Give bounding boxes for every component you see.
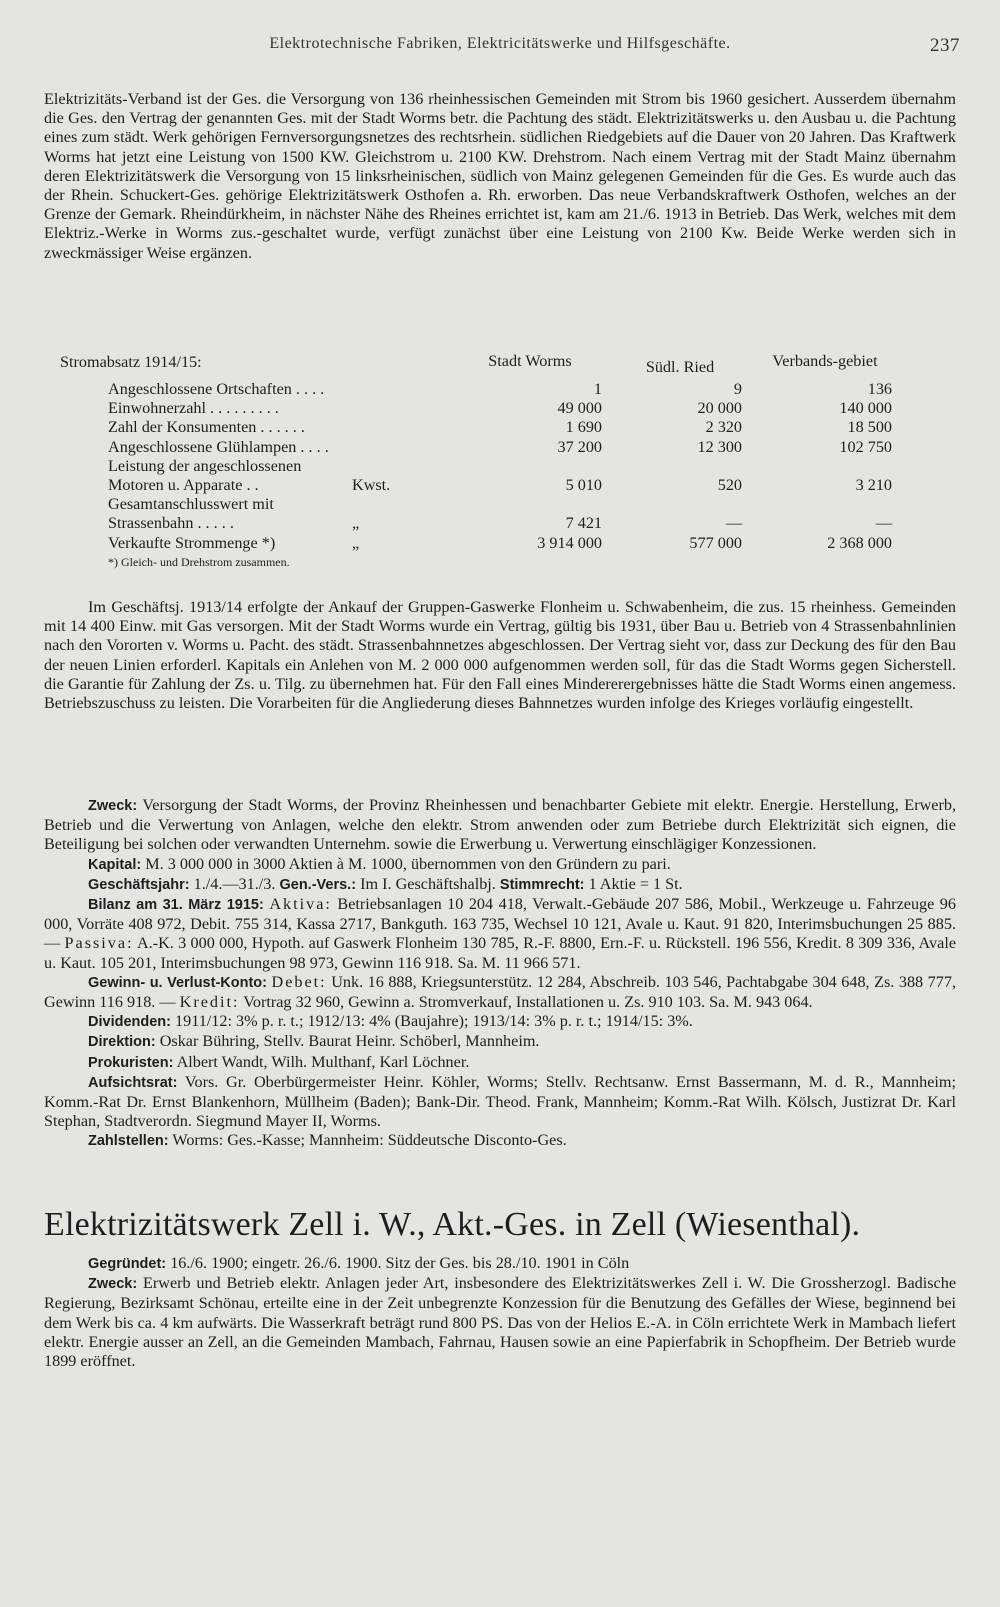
stats-row-label: Strassenbahn . . . . . — [108, 514, 234, 533]
passiva-text: A.-K. 3 000 000, Hypoth. auf Gaswerk Flonheim 130 785, R.-F. 8800, Ern.-F. u. Rückstell. 196 556, Kredit. 8 309 336, Avale u. Kaut. 105 201, Interimsbuchungen 98 973, Gewinn 116 918. Sa. M. 11 966 571. — [44, 934, 957, 972]
stats-row-unit: „ — [352, 514, 360, 533]
intro-paragraph — [44, 90, 956, 263]
running-title: Elektrotechnische Fabriken, Elektricitätswerke und Hilfsgeschäfte. — [269, 35, 731, 52]
stats-row — [60, 476, 900, 495]
stats-cell: 37 200 — [557, 437, 602, 456]
gv-label: Gen.-Vers.: — [279, 876, 357, 893]
stats-row-unit: „ — [352, 533, 360, 552]
stats-row — [60, 534, 900, 553]
page-header — [40, 35, 960, 56]
stats-cell: 102 750 — [839, 437, 892, 456]
aktiva-text: Betriebsanlagen 10 204 418, Verwalt.-Gebäude 207 586, Mobil., Werkzeuge u. Fahrzeuge 96 000, Vorräte 408 972, Debit. 755 314, Kassa 2717, Bankguth. 163 735, Wechsel 10 121, Avale u. Kaut. 91 820, Interimsbuchungen 25 885. — — [44, 895, 956, 953]
company1-details — [44, 796, 956, 1152]
gas-text: Im Geschäftsj. 1913/14 erfolgte der Ankauf der Gruppen-Gaswerke Flonheim u. Schwabenheim, die zus. 15 rheinhess. Gemeinden mit 14 400 Einw. mit Gas versorgen. Mit der Stadt Worms wurde ein Vertrag, gültig bis 1931, über Bau u. Betrieb von 4 Strassenbahnlinien nach den Vororten v. Worms u. Pacht. des städt. Strassenbahnnetzes abgeschlossen. Der Vertrag sieht vor, dass zur Deckung des für den Bau der neuen Linien erforderl. Kapitals ein Anlehen von M. 2 000 000 aufgenommen werden soll, für das die Stadt Worms gegen Sicherstell. die Garantie für Zahlung der Zs. u. Tilg. zu übernehmen hat. Für den Fall eines Mindererergebnisses hätte die Stadt Worms einen angemess. Betriebszuschuss zu leisten. Die Vorarbeiten für die Angliederung dieses Bahnnetzes wurden infolge des Krieges vorläufig eingestellt. — [44, 598, 956, 713]
kapital-text: M. 3 000 000 in 3000 Aktien à M. 1000, übernommen von den Gründern zu pari. — [145, 854, 671, 873]
zweck-text: Versorgung der Stadt Worms, der Provinz Rheinhessen und benachbarter Gebiete mit elektr. Energie. Herstellung, Erwerb, Betrieb und die Verwertung von Anlagen, welche den elektr. Strom anwenden oder zum Betriebe durch Elektrizität sich eignen, die Beteiligung bei solchen oder verwandten Unternehm. sowie die Erwerbung u. Verwertung einschlägiger Konzessionen. — [44, 796, 956, 854]
stats-row-unit — [340, 457, 450, 476]
aktiva-label: Aktiva: — [269, 895, 332, 914]
stats-footnote: *) Gleich- und Drehstrom zusammen. — [108, 554, 290, 569]
direktion-paragraph — [44, 1032, 956, 1052]
gv-text: Im I. Geschäftshalbj. — [360, 874, 496, 893]
stats-cell: 12 300 — [697, 437, 742, 456]
guv-label: Gewinn- u. Verlust-Konto: — [88, 974, 267, 991]
dir-text: Oskar Bühring, Stellv. Baurat Heinr. Schöberl, Mannheim. — [159, 1032, 540, 1051]
stats-row — [60, 399, 900, 418]
dividenden-paragraph — [44, 1012, 956, 1032]
stats-cell: 1 — [593, 380, 602, 398]
stats-cell: 2 320 — [705, 418, 742, 437]
stats-header-row — [60, 353, 900, 376]
stats-row-label: Angeschlossene Ortschaften . . . . — [108, 380, 325, 398]
stats-cell: 5 010 — [565, 476, 602, 495]
stats-row-unit — [340, 399, 450, 418]
zweck-paragraph — [44, 796, 956, 855]
kredit-text: Vortrag 32 960, Gewinn a. Stromverkauf, Installationen u. Zs. 910 103. Sa. M. 943 064. — [243, 993, 813, 1012]
stats-cell — [610, 457, 750, 476]
stats-cell — [450, 457, 610, 476]
zweck2-text: Erwerb und Betrieb elektr. Anlagen jeder Art, insbesondere des Elektrizitätswerkes Zell i. W. Die Grossherzogl. Badische Regierung, Bezirksamt Schönau, erteilte eine in der Zeit unbegrenzte Konzession für die Benutzung des Gefälles der Wiese, beginnend bei dem Werk bis ca. 4 km aufwärts. Die Wasserkraft beträgt rund 800 PS. Das von der Helios E.-A. in Cöln errichtete Werk in Mambach liefert elektr. Energie ausser an Zell, an die Gemeinden Mambach, Fahrnau, Hausen sowie an eine Papierfabrik in Schopfheim. Der Betrieb wurde 1899 eröffnet. — [44, 1274, 957, 1371]
aufsichtsrat-paragraph — [44, 1073, 956, 1132]
bilanz-paragraph — [44, 895, 956, 973]
stats-row-label: Verkaufte Strommenge *) — [108, 533, 276, 552]
stats-cell: 2 368 000 — [827, 533, 892, 552]
col-header-worms: Stadt Worms — [488, 352, 572, 370]
stats-table — [60, 353, 900, 572]
gegruendet-paragraph — [44, 1254, 956, 1274]
stats-cell: 49 000 — [557, 399, 602, 418]
stats-cell: — — [725, 514, 742, 533]
stats-row-label: Motoren u. Apparate . . — [108, 476, 259, 495]
stats-cell: 20 000 — [697, 399, 742, 418]
gas-paragraph — [44, 598, 956, 713]
col-header-verband: Verbands-gebiet — [772, 352, 878, 370]
stats-row — [60, 438, 900, 457]
stats-row-unit — [340, 438, 450, 457]
gegr-text: 16./6. 1900; eingetr. 26./6. 1900. Sitz der Ges. bis 28./10. 1901 in Cöln — [170, 1254, 630, 1272]
stats-row-unit — [340, 418, 450, 437]
prok-label: Prokuristen: — [88, 1054, 174, 1071]
stats-row-label: Einwohnerzahl . . . . . . . . . — [108, 399, 279, 418]
kredit-label: Kredit: — [179, 993, 240, 1012]
company2-details — [44, 1254, 956, 1371]
zahlstellen-paragraph — [44, 1131, 956, 1151]
debet-text: Unk. 16 888, Kriegsunterstütz. 12 284, Abschreib. 103 546, Pachtabgabe 304 648, Zs. 388 777, Gewinn 116 918. — — [44, 972, 957, 1012]
div-label: Dividenden: — [88, 1014, 171, 1031]
stats-row-unit — [340, 495, 450, 514]
zweck2-paragraph — [44, 1274, 956, 1371]
stats-cell: 3 914 000 — [537, 533, 602, 552]
stats-row-label: Gesamtanschlusswert mit — [108, 495, 274, 514]
geschaeftsjahr-paragraph — [44, 875, 956, 895]
stats-row-unit: Kwst. — [352, 476, 391, 495]
kapital-paragraph — [44, 855, 956, 875]
stats-cell — [450, 495, 610, 514]
zweck2-label: Zweck: — [88, 1276, 138, 1293]
gj-text: 1./4.—31./3. — [193, 874, 276, 893]
passiva-label: Passiva: — [64, 934, 134, 953]
stats-cell: 1 690 — [565, 418, 602, 437]
debet-label: Debet: — [271, 972, 327, 991]
stats-cell: 140 000 — [839, 399, 892, 418]
stats-caption: Stromabsatz 1914/15: — [60, 353, 202, 371]
kapital-label: Kapital: — [88, 856, 142, 873]
stats-row — [60, 418, 900, 437]
col-header-ried: Südl. Ried — [645, 358, 715, 376]
stats-row — [60, 514, 900, 533]
bilanz-label: Bilanz am 31. März 1915: — [88, 897, 264, 914]
stats-cell: 520 — [717, 476, 742, 495]
sr-label: Stimmrecht: — [499, 876, 585, 893]
zweck-label: Zweck: — [88, 798, 138, 814]
prok-text: Albert Wandt, Wilh. Multhanf, Karl Löchner. — [176, 1052, 470, 1071]
guv-paragraph — [44, 973, 956, 1012]
stats-row — [60, 457, 900, 476]
stats-cell: 18 500 — [847, 418, 892, 437]
div-text: 1911/12: 3% p. r. t.; 1912/13: 4% (Baujahre); 1913/14: 3% p. r. t.; 1914/15: 3%. — [175, 1012, 693, 1031]
stats-row-label: Zahl der Konsumenten . . . . . . — [108, 418, 305, 437]
stats-cell: 577 000 — [689, 533, 742, 552]
stats-row — [60, 380, 900, 399]
stats-cell: 3 210 — [855, 476, 892, 495]
gegr-label: Gegründet: — [88, 1256, 167, 1272]
company2-title: Elektrizitätswerk Zell i. W., Akt.-Ges. in Zell (Wiesenthal). — [44, 1206, 861, 1243]
stats-body — [60, 380, 900, 553]
stats-row-unit — [340, 380, 450, 399]
stats-row-label: Leistung der angeschlossenen — [108, 456, 302, 475]
page-number: 237 — [930, 35, 960, 56]
stats-cell: — — [875, 514, 892, 533]
ar-label: Aufsichtsrat: — [88, 1074, 178, 1091]
prokuristen-paragraph — [44, 1053, 956, 1073]
intro-text: Elektrizitäts-Verband ist der Ges. die Versorgung von 136 rheinhessischen Gemeinden mit Strom bis 1960 gesichert. Ausserdem übernahm die Ges. den Vertrag der genannten Ges. mit der Stadt Worms betr. die Pachtung des städt. Elektrizitätswerks u. den Ausbau u. die Pachtung eines zum städt. Werk gehörigen Fernversorgungsnetzes des rechtsrhein. südlichen Riedgebiets auf die Dauer von 20 Jahren. Das Kraftwerk Worms hat jetzt eine Leistung von 1500 KW. Gleichstrom u. 2100 KW. Drehstrom. Nach einem Vertrag mit der Stadt Mainz übernahm deren Elektrizitätswerk die Versorgung von 15 linksrheinischen, südlich von Mainz gelegenen Gemeinden für die Ges. Es wurde auch das der Rhein. Schuckert-Ges. gehörige Elektrizitätswerk Osthofen a. Rh. erworben. Das neue Verbandskraftwerk Osthofen, welches an der Grenze der Gemark. Rheindürkheim, in nächster Nähe des Rheines errichtet ist, kam am 21./6. 1913 in Betrieb. Das Werk, welches mit dem Elektriz.-Werke in Worms zus.-geschaltet wurde, verfügt zunächst über eine Leistung von 2100 Kw. Beide Werke werden sich in zweckmässiger Weise ergänzen. — [44, 90, 956, 262]
stats-cell — [750, 457, 900, 476]
gj-label: Geschäftsjahr: — [88, 876, 190, 893]
stats-cell: 136 — [867, 380, 892, 398]
zahl-label: Zahlstellen: — [88, 1133, 169, 1150]
dir-label: Direktion: — [88, 1034, 156, 1051]
stats-row-label: Angeschlossene Glühlampen . . . . — [108, 437, 329, 456]
ar-text: Vors. Gr. Oberbürgermeister Heinr. Köhler, Worms; Stellv. Rechtsanw. Ernst Bassermann, M. d. R., Mannheim; Komm.-Rat Dr. Ernst Blankenhorn, Müllheim (Baden); Bank-Dir. Theod. Frank, Mannheim; Komm.-Rat Wilh. Kölsch, Justizrat Dr. Karl Stephan, Stadtverordn. Siegmund Mayer II, Worms. — [44, 1072, 956, 1131]
stats-cell — [610, 495, 750, 514]
zahl-text: Worms: Ges.-Kasse; Mannheim: Süddeutsche Disconto-Ges. — [172, 1131, 567, 1150]
sr-text: 1 Aktie = 1 St. — [588, 874, 683, 893]
stats-cell: 9 — [733, 380, 742, 398]
stats-cell: 7 421 — [565, 514, 602, 533]
stats-cell — [750, 495, 900, 514]
stats-row — [60, 495, 900, 514]
